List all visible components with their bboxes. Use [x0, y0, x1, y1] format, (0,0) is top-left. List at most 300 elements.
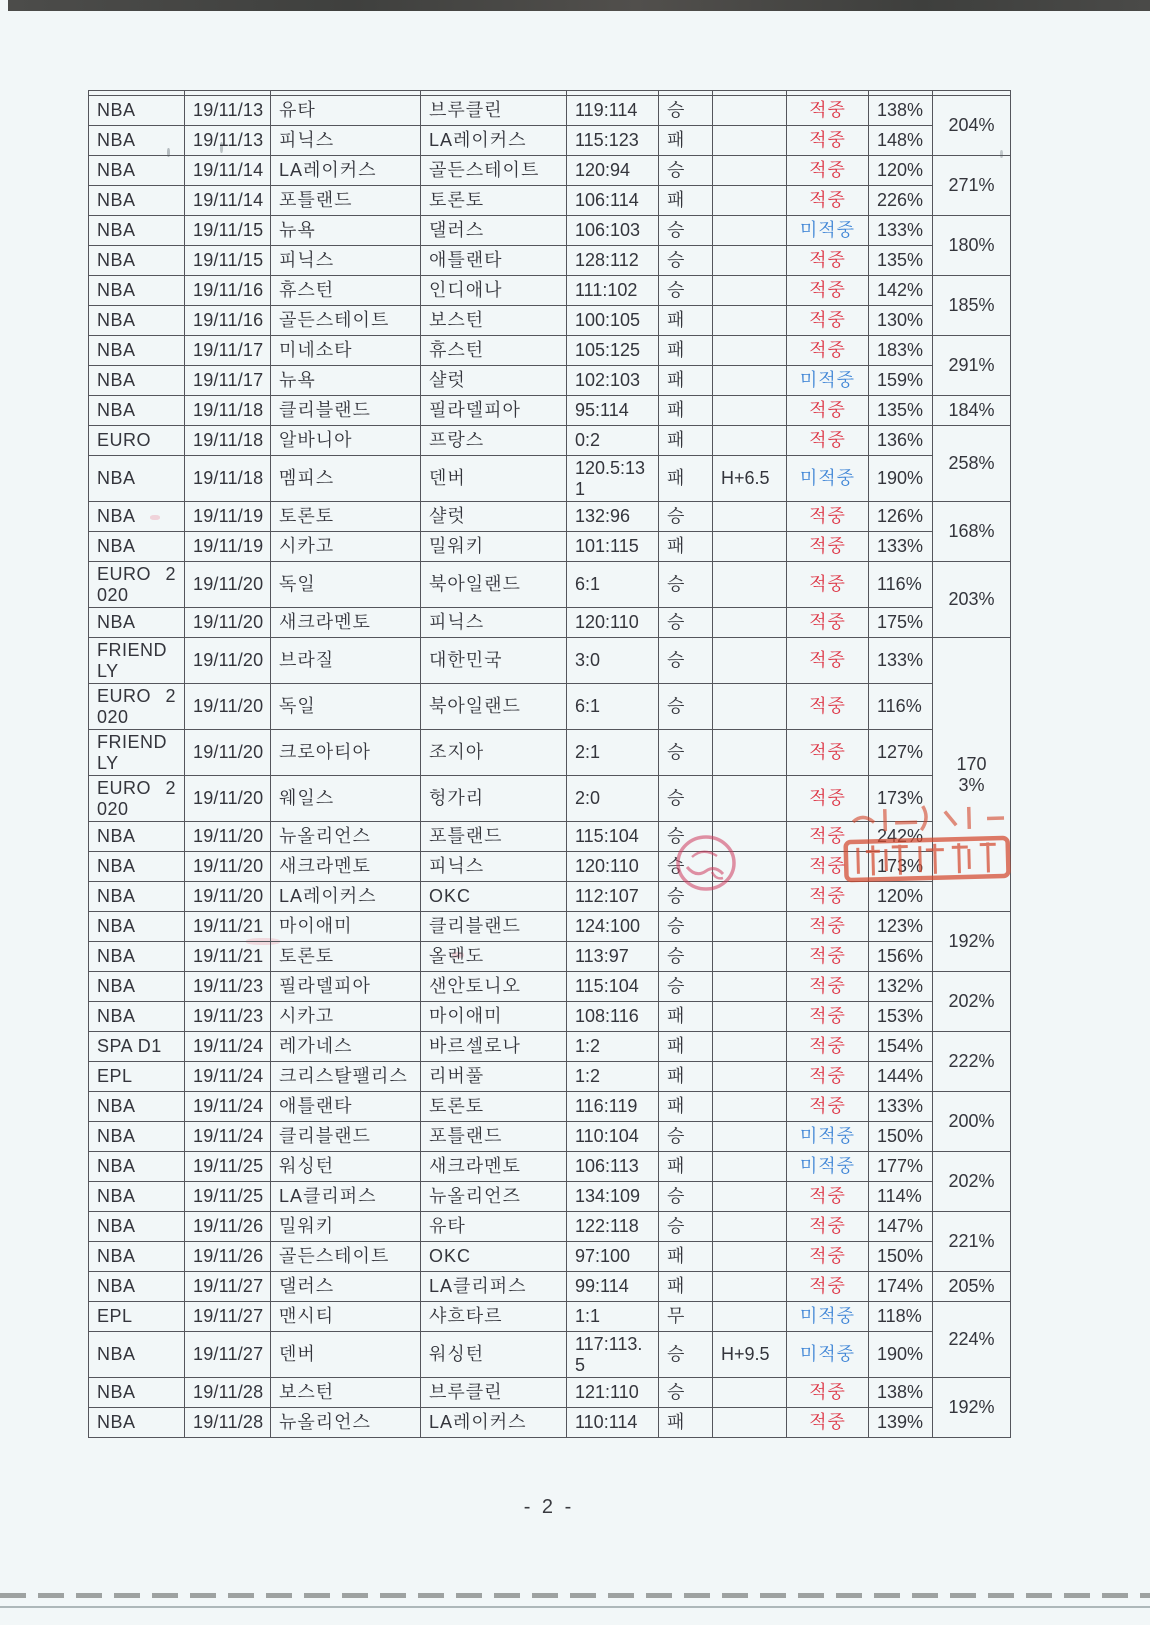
result-cell: 승	[659, 502, 713, 532]
score-cell: 120:94	[567, 156, 659, 186]
score-cell: 1:2	[567, 1062, 659, 1092]
result-cell: 패	[659, 1032, 713, 1062]
league-cell: EPL	[89, 1302, 185, 1332]
away-team-cell: 북아일랜드	[421, 684, 567, 730]
away-team-cell: OKC	[421, 882, 567, 912]
home-team-cell: 애틀랜타	[271, 1092, 421, 1122]
handicap-cell	[713, 1062, 787, 1092]
result-cell: 승	[659, 776, 713, 822]
score-cell: 101:115	[567, 532, 659, 562]
score-cell: 117:113.5	[567, 1332, 659, 1378]
return-pct-cell: 136%	[869, 426, 933, 456]
result-cell: 패	[659, 186, 713, 216]
handicap-cell	[713, 246, 787, 276]
league-cell: NBA	[89, 1122, 185, 1152]
return-pct-cell: 120%	[869, 882, 933, 912]
combined-pct-cell: 192%	[933, 912, 1011, 972]
score-cell: 110:104	[567, 1122, 659, 1152]
date-cell: 19/11/27	[185, 1272, 271, 1302]
away-team-cell: 덴버	[421, 456, 567, 502]
league-cell: NBA	[89, 396, 185, 426]
score-cell: 134:109	[567, 1182, 659, 1212]
hit-status-cell: 적중	[787, 1212, 869, 1242]
handicap-cell	[713, 942, 787, 972]
result-cell: 승	[659, 684, 713, 730]
away-team-cell: 리버풀	[421, 1062, 567, 1092]
table-row	[89, 336, 1011, 366]
date-cell: 19/11/19	[185, 532, 271, 562]
date-cell: 19/11/25	[185, 1152, 271, 1182]
away-team-cell: 대한민국	[421, 638, 567, 684]
return-pct-cell: 150%	[869, 1122, 933, 1152]
hit-status-cell: 미적중	[787, 1122, 869, 1152]
return-pct-cell: 142%	[869, 276, 933, 306]
return-pct-cell: 132%	[869, 972, 933, 1002]
score-cell: 105:125	[567, 336, 659, 366]
date-cell: 19/11/20	[185, 608, 271, 638]
combined-pct-cell: 185%	[933, 276, 1011, 336]
return-pct-cell: 159%	[869, 366, 933, 396]
away-team-cell: 보스턴	[421, 306, 567, 336]
handicap-cell	[713, 276, 787, 306]
date-cell: 19/11/28	[185, 1408, 271, 1438]
table-row	[89, 684, 1011, 730]
score-cell: 122:118	[567, 1212, 659, 1242]
league-cell: EURO 2020	[89, 684, 185, 730]
table-row	[89, 1212, 1011, 1242]
handicap-cell	[713, 156, 787, 186]
away-team-cell: 브루클린	[421, 1378, 567, 1408]
date-cell: 19/11/20	[185, 562, 271, 608]
league-cell: SPA D1	[89, 1032, 185, 1062]
home-team-cell: 보스턴	[271, 1378, 421, 1408]
handicap-cell	[713, 186, 787, 216]
table-row	[89, 1092, 1011, 1122]
handicap-cell	[713, 638, 787, 684]
return-pct-cell: 242%	[869, 822, 933, 852]
home-team-cell: 밀워키	[271, 1212, 421, 1242]
table-row	[89, 246, 1011, 276]
home-team-cell: LA클리퍼스	[271, 1182, 421, 1212]
league-cell: NBA	[89, 1272, 185, 1302]
score-cell: 95:114	[567, 396, 659, 426]
handicap-cell	[713, 1122, 787, 1152]
result-cell: 승	[659, 730, 713, 776]
league-cell: NBA	[89, 456, 185, 502]
table-row	[89, 882, 1011, 912]
home-team-cell: 필라델피아	[271, 972, 421, 1002]
hit-status-cell: 적중	[787, 638, 869, 684]
combined-pct-cell: 203%	[933, 562, 1011, 638]
home-team-cell: 독일	[271, 562, 421, 608]
home-team-cell: 맨시티	[271, 1302, 421, 1332]
scan-edge-top	[8, 0, 1150, 11]
away-team-cell: 밀워키	[421, 532, 567, 562]
handicap-cell	[713, 822, 787, 852]
hit-status-cell: 적중	[787, 852, 869, 882]
score-cell: 99:114	[567, 1272, 659, 1302]
table-row	[89, 1152, 1011, 1182]
return-pct-cell: 190%	[869, 456, 933, 502]
scan-edge-bottom	[0, 1593, 1150, 1598]
handicap-cell: H+6.5	[713, 456, 787, 502]
home-team-cell: 브라질	[271, 638, 421, 684]
return-pct-cell: 133%	[869, 638, 933, 684]
score-cell: 2:0	[567, 776, 659, 822]
league-cell: NBA	[89, 1092, 185, 1122]
table-row	[89, 822, 1011, 852]
table-row	[89, 852, 1011, 882]
table-row	[89, 730, 1011, 776]
table-row	[89, 1408, 1011, 1438]
handicap-cell	[713, 532, 787, 562]
league-cell: NBA	[89, 822, 185, 852]
table-row	[89, 1002, 1011, 1032]
return-pct-cell: 138%	[869, 1378, 933, 1408]
home-team-cell: 뉴올리언스	[271, 1408, 421, 1438]
result-cell: 승	[659, 1122, 713, 1152]
league-cell: NBA	[89, 852, 185, 882]
score-cell: 121:110	[567, 1378, 659, 1408]
table-row	[89, 276, 1011, 306]
league-cell: NBA	[89, 306, 185, 336]
table-row	[89, 1332, 1011, 1378]
home-team-cell: 크리스탈팰리스	[271, 1062, 421, 1092]
return-pct-cell: 174%	[869, 1272, 933, 1302]
home-team-cell: 웨일스	[271, 776, 421, 822]
away-team-cell: 골든스테이트	[421, 156, 567, 186]
hit-status-cell: 적중	[787, 246, 869, 276]
home-team-cell: 레가네스	[271, 1032, 421, 1062]
handicap-cell	[713, 684, 787, 730]
hit-status-cell: 적중	[787, 1242, 869, 1272]
hit-status-cell: 미적중	[787, 216, 869, 246]
combined-pct-cell: 200%	[933, 1092, 1011, 1152]
league-cell: NBA	[89, 246, 185, 276]
score-cell: 2:1	[567, 730, 659, 776]
away-team-cell: 뉴올리언즈	[421, 1182, 567, 1212]
return-pct-cell: 148%	[869, 126, 933, 156]
home-team-cell: 덴버	[271, 1332, 421, 1378]
handicap-cell	[713, 882, 787, 912]
league-cell: NBA	[89, 96, 185, 126]
page-number: - 2 -	[523, 1496, 575, 1518]
table-row	[89, 1272, 1011, 1302]
away-team-cell: 샌안토니오	[421, 972, 567, 1002]
return-pct-cell: 130%	[869, 306, 933, 336]
result-cell: 승	[659, 246, 713, 276]
home-team-cell: 미네소타	[271, 336, 421, 366]
return-pct-cell: 126%	[869, 502, 933, 532]
away-team-cell: 헝가리	[421, 776, 567, 822]
home-team-cell: 댈러스	[271, 1272, 421, 1302]
result-cell: 승	[659, 942, 713, 972]
home-team-cell: 토론토	[271, 502, 421, 532]
date-cell: 19/11/19	[185, 502, 271, 532]
score-cell: 116:119	[567, 1092, 659, 1122]
away-team-cell: 올랜도	[421, 942, 567, 972]
score-cell: 3:0	[567, 638, 659, 684]
date-cell: 19/11/23	[185, 1002, 271, 1032]
league-cell: EURO 2020	[89, 776, 185, 822]
date-cell: 19/11/24	[185, 1122, 271, 1152]
table-row	[89, 96, 1011, 126]
handicap-cell	[713, 852, 787, 882]
league-cell: NBA	[89, 1182, 185, 1212]
league-cell: NBA	[89, 1212, 185, 1242]
date-cell: 19/11/13	[185, 126, 271, 156]
score-cell: 6:1	[567, 684, 659, 730]
away-team-cell: 샬럿	[421, 502, 567, 532]
home-team-cell: 클리블랜드	[271, 1122, 421, 1152]
table-row	[89, 532, 1011, 562]
home-team-cell: 피닉스	[271, 246, 421, 276]
hit-status-cell: 적중	[787, 1272, 869, 1302]
date-cell: 19/11/17	[185, 336, 271, 366]
hit-status-cell: 적중	[787, 96, 869, 126]
home-team-cell: 휴스턴	[271, 276, 421, 306]
league-cell: NBA	[89, 1152, 185, 1182]
home-team-cell: 독일	[271, 684, 421, 730]
score-cell: 106:113	[567, 1152, 659, 1182]
score-cell: 110:114	[567, 1408, 659, 1438]
date-cell: 19/11/21	[185, 942, 271, 972]
hit-status-cell: 적중	[787, 276, 869, 306]
table-row	[89, 638, 1011, 684]
return-pct-cell: 116%	[869, 684, 933, 730]
home-team-cell: 알바니아	[271, 426, 421, 456]
return-pct-cell: 173%	[869, 776, 933, 822]
away-team-cell: 새크라멘토	[421, 1152, 567, 1182]
hit-status-cell: 적중	[787, 972, 869, 1002]
result-cell: 패	[659, 1272, 713, 1302]
handicap-cell	[713, 1152, 787, 1182]
date-cell: 19/11/28	[185, 1378, 271, 1408]
league-cell: NBA	[89, 186, 185, 216]
table-row	[89, 156, 1011, 186]
league-cell: NBA	[89, 1408, 185, 1438]
hit-status-cell: 적중	[787, 1002, 869, 1032]
handicap-cell	[713, 1092, 787, 1122]
handicap-cell	[713, 216, 787, 246]
result-cell: 패	[659, 456, 713, 502]
date-cell: 19/11/20	[185, 882, 271, 912]
hit-status-cell: 적중	[787, 396, 869, 426]
date-cell: 19/11/15	[185, 246, 271, 276]
return-pct-cell: 147%	[869, 1212, 933, 1242]
home-team-cell: 클리블랜드	[271, 396, 421, 426]
handicap-cell	[713, 396, 787, 426]
away-team-cell: LA레이커스	[421, 126, 567, 156]
table-row	[89, 608, 1011, 638]
result-cell: 패	[659, 396, 713, 426]
result-cell: 패	[659, 1002, 713, 1032]
table-row	[89, 562, 1011, 608]
combined-pct-cell: 221%	[933, 1212, 1011, 1272]
table-row	[89, 126, 1011, 156]
result-cell: 패	[659, 126, 713, 156]
away-team-cell: 클리블랜드	[421, 912, 567, 942]
date-cell: 19/11/26	[185, 1212, 271, 1242]
hit-status-cell: 미적중	[787, 366, 869, 396]
result-cell: 패	[659, 426, 713, 456]
result-cell: 패	[659, 306, 713, 336]
home-team-cell: LA레이커스	[271, 156, 421, 186]
hit-status-cell: 적중	[787, 684, 869, 730]
return-pct-cell: 183%	[869, 336, 933, 366]
league-cell: NBA	[89, 882, 185, 912]
result-cell: 승	[659, 1332, 713, 1378]
hit-status-cell: 적중	[787, 562, 869, 608]
home-team-cell: 토론토	[271, 942, 421, 972]
date-cell: 19/11/24	[185, 1062, 271, 1092]
handicap-cell	[713, 306, 787, 336]
combined-pct-cell: 1703%	[933, 638, 1011, 912]
table-row	[89, 396, 1011, 426]
away-team-cell: 워싱턴	[421, 1332, 567, 1378]
league-cell: EURO	[89, 426, 185, 456]
combined-pct-cell: 184%	[933, 396, 1011, 426]
return-pct-cell: 133%	[869, 532, 933, 562]
return-pct-cell: 118%	[869, 1302, 933, 1332]
home-team-cell: 골든스테이트	[271, 306, 421, 336]
hit-status-cell: 적중	[787, 532, 869, 562]
combined-pct-cell: 224%	[933, 1302, 1011, 1378]
home-team-cell: 워싱턴	[271, 1152, 421, 1182]
table-row	[89, 1182, 1011, 1212]
date-cell: 19/11/13	[185, 96, 271, 126]
handicap-cell	[713, 1002, 787, 1032]
league-cell: NBA	[89, 1002, 185, 1032]
return-pct-cell: 226%	[869, 186, 933, 216]
handicap-cell	[713, 776, 787, 822]
hit-status-cell: 적중	[787, 1408, 869, 1438]
combined-pct-cell: 180%	[933, 216, 1011, 276]
away-team-cell: 휴스턴	[421, 336, 567, 366]
result-cell: 승	[659, 882, 713, 912]
score-cell: 1:2	[567, 1032, 659, 1062]
combined-pct-cell: 271%	[933, 156, 1011, 216]
combined-pct-cell: 291%	[933, 336, 1011, 396]
date-cell: 19/11/18	[185, 396, 271, 426]
league-cell: NBA	[89, 336, 185, 366]
return-pct-cell: 175%	[869, 608, 933, 638]
league-cell: NBA	[89, 1332, 185, 1378]
away-team-cell: 피닉스	[421, 852, 567, 882]
home-team-cell: 골든스테이트	[271, 1242, 421, 1272]
date-cell: 19/11/27	[185, 1332, 271, 1378]
handicap-cell	[713, 336, 787, 366]
table-row	[89, 1032, 1011, 1062]
table-row	[89, 502, 1011, 532]
return-pct-cell: 116%	[869, 562, 933, 608]
handicap-cell	[713, 972, 787, 1002]
away-team-cell: 애틀랜타	[421, 246, 567, 276]
table-row	[89, 942, 1011, 972]
date-cell: 19/11/17	[185, 366, 271, 396]
handicap-cell	[713, 96, 787, 126]
result-cell: 패	[659, 1408, 713, 1438]
result-cell: 승	[659, 822, 713, 852]
table-row	[89, 216, 1011, 246]
return-pct-cell: 173%	[869, 852, 933, 882]
result-cell: 승	[659, 972, 713, 1002]
score-cell: 115:104	[567, 972, 659, 1002]
date-cell: 19/11/15	[185, 216, 271, 246]
hit-status-cell: 적중	[787, 156, 869, 186]
result-cell: 승	[659, 562, 713, 608]
table-row	[89, 366, 1011, 396]
date-cell: 19/11/14	[185, 156, 271, 186]
table-row	[89, 186, 1011, 216]
return-pct-cell: 120%	[869, 156, 933, 186]
score-cell: 97:100	[567, 1242, 659, 1272]
score-cell: 119:114	[567, 96, 659, 126]
return-pct-cell: 127%	[869, 730, 933, 776]
league-cell: NBA	[89, 608, 185, 638]
league-cell: NBA	[89, 216, 185, 246]
combined-pct-cell: 205%	[933, 1272, 1011, 1302]
hit-status-cell: 적중	[787, 822, 869, 852]
league-cell: NBA	[89, 532, 185, 562]
home-team-cell: 시카고	[271, 1002, 421, 1032]
score-cell: 106:103	[567, 216, 659, 246]
return-pct-cell: 150%	[869, 1242, 933, 1272]
return-pct-cell: 135%	[869, 246, 933, 276]
score-cell: 108:116	[567, 1002, 659, 1032]
hit-status-cell: 미적중	[787, 1332, 869, 1378]
result-cell: 승	[659, 608, 713, 638]
hit-status-cell: 적중	[787, 126, 869, 156]
handicap-cell	[713, 502, 787, 532]
date-cell: 19/11/21	[185, 912, 271, 942]
away-team-cell: 피닉스	[421, 608, 567, 638]
home-team-cell: 크로아티아	[271, 730, 421, 776]
hit-status-cell: 미적중	[787, 456, 869, 502]
score-cell: 124:100	[567, 912, 659, 942]
handicap-cell	[713, 1212, 787, 1242]
table-row	[89, 776, 1011, 822]
table-row	[89, 1378, 1011, 1408]
date-cell: 19/11/20	[185, 852, 271, 882]
handicap-cell: H+9.5	[713, 1332, 787, 1378]
date-cell: 19/11/26	[185, 1242, 271, 1272]
away-team-cell: OKC	[421, 1242, 567, 1272]
away-team-cell: 포틀랜드	[421, 822, 567, 852]
handicap-cell	[713, 1272, 787, 1302]
handicap-cell	[713, 126, 787, 156]
league-cell: NBA	[89, 126, 185, 156]
result-cell: 승	[659, 216, 713, 246]
result-cell: 패	[659, 366, 713, 396]
hit-status-cell: 적중	[787, 426, 869, 456]
table-row	[89, 912, 1011, 942]
results-table-body	[89, 91, 1011, 1438]
score-cell: 112:107	[567, 882, 659, 912]
return-pct-cell: 154%	[869, 1032, 933, 1062]
return-pct-cell: 138%	[869, 96, 933, 126]
score-cell: 120.5:131	[567, 456, 659, 502]
hit-status-cell: 적중	[787, 1032, 869, 1062]
return-pct-cell: 139%	[869, 1408, 933, 1438]
score-cell: 1:1	[567, 1302, 659, 1332]
hit-status-cell: 적중	[787, 608, 869, 638]
league-cell: NBA	[89, 366, 185, 396]
scan-edge-bottom-line	[0, 1606, 1150, 1608]
league-cell: NBA	[89, 502, 185, 532]
handicap-cell	[713, 1182, 787, 1212]
score-cell: 115:104	[567, 822, 659, 852]
